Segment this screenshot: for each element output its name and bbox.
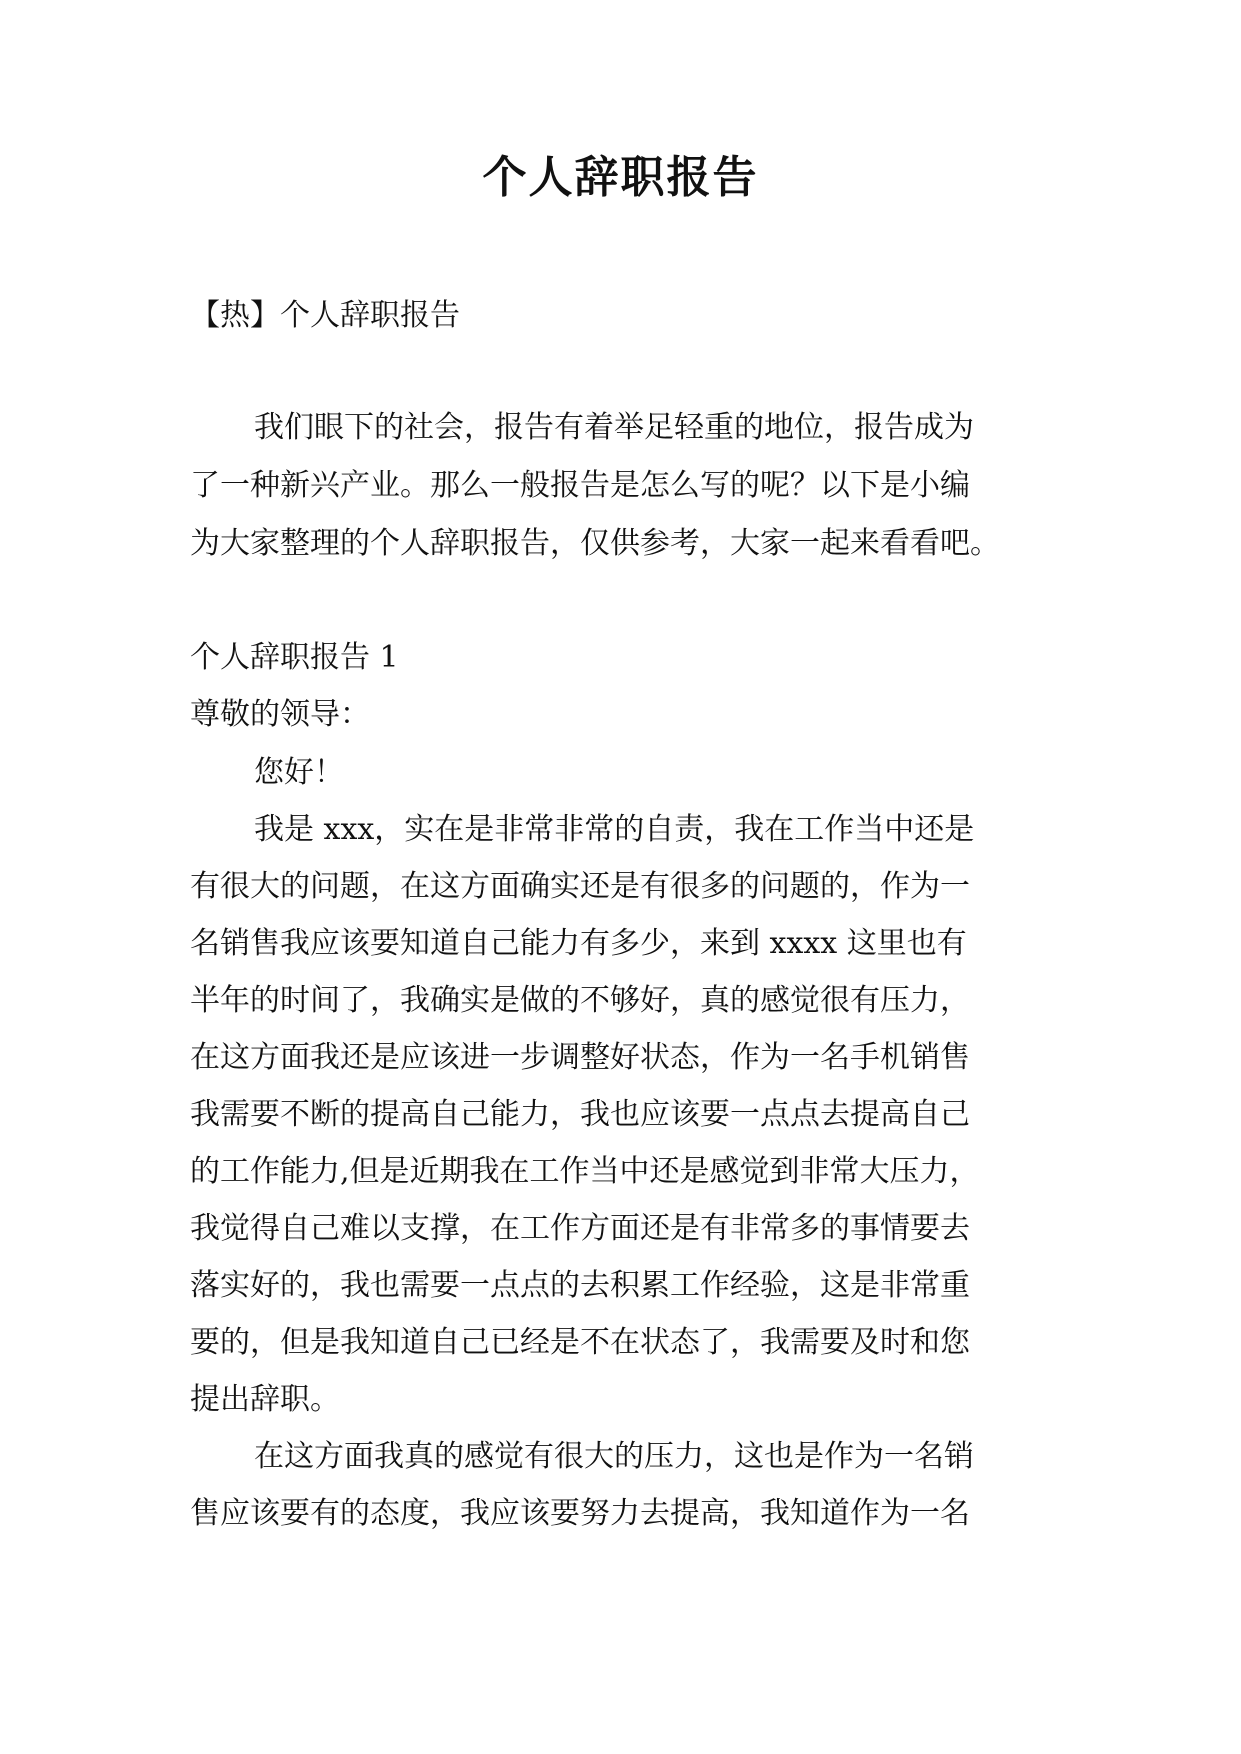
body-line: 提出辞职。 [190,1382,340,1417]
body-line: 在这方面我还是应该进一步调整好状态，作为一名手机销售 [190,1040,970,1075]
salutation: 尊敬的领导： [190,697,370,732]
body-line: 售应该要有的态度，我应该要努力去提高，我知道作为一名 [190,1496,970,1531]
body-line: 半年的时间了，我确实是做的不够好，真的感觉很有压力， [190,983,970,1018]
intro-line: 我们眼下的社会，报告有着举足轻重的地位，报告成为 [254,410,974,445]
subtitle: 【热】个人辞职报告 [190,298,460,333]
body-line: 在这方面我真的感觉有很大的压力，这也是作为一名销 [254,1439,974,1474]
document-title: 个人辞职报告 [482,152,759,203]
body-line: 有很大的问题，在这方面确实还是有很多的问题的，作为一 [190,869,970,904]
body-line: 的工作能力,但是近期我在工作当中还是感觉到非常大压力， [190,1154,980,1189]
body-line: 我需要不断的提高自己能力，我也应该要一点点去提高自己 [190,1097,970,1132]
greeting: 您好！ [254,755,344,790]
body-line: 我觉得自己难以支撑，在工作方面还是有非常多的事情要去 [190,1211,970,1246]
body-line: 落实好的，我也需要一点点的去积累工作经验，这是非常重 [190,1268,970,1303]
body-line: 名销售我应该要知道自己能力有多少，来到 xxxx 这里也有 [190,926,967,961]
body-line: 我是 xxx，实在是非常非常的自责，我在工作当中还是 [254,812,975,847]
intro-line: 了一种新兴产业。那么一般报告是怎么写的呢？以下是小编 [190,468,970,503]
intro-line: 为大家整理的个人辞职报告，仅供参考，大家一起来看看吧。 [190,526,1000,561]
section-heading: 个人辞职报告 1 [190,640,399,675]
body-line: 要的，但是我知道自己已经是不在状态了，我需要及时和您 [190,1325,970,1360]
